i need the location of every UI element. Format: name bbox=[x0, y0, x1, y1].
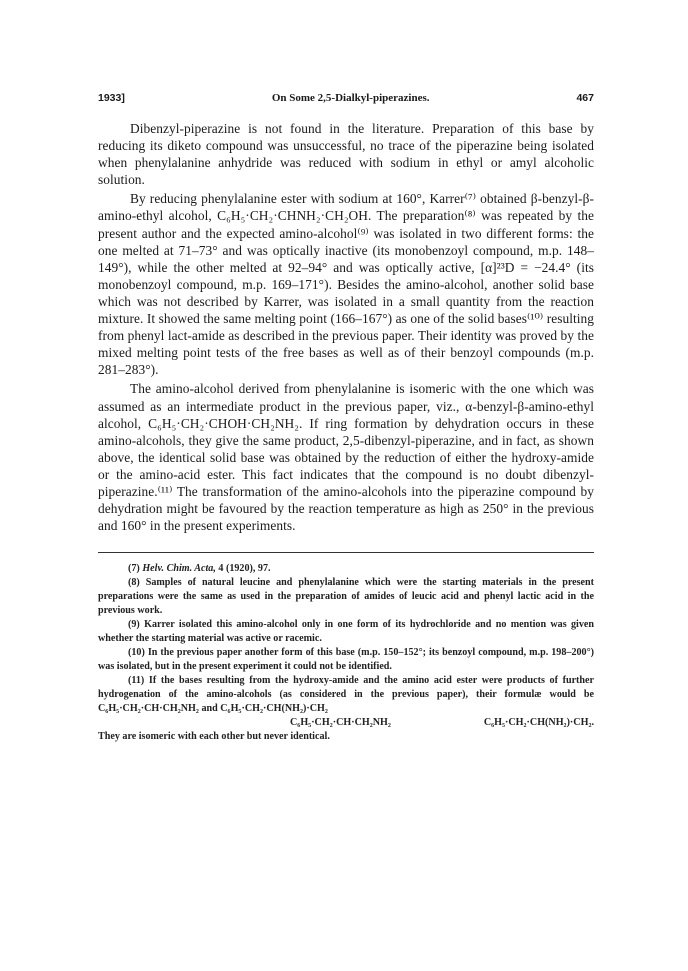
formula-left: C₆H₅·CH₂·CH·CH₂NH₂ bbox=[290, 717, 391, 729]
paragraph: Dibenzyl-piperazine is not found in the literature. Preparation of this base by reducing its diketo compound was unsuccessful, no trace of the piperazine being isolated when phenylalanine anhydride was reduced with sodium in ethyl or amyl alcoholic solution. bbox=[98, 121, 594, 188]
footnote-divider bbox=[98, 552, 594, 553]
formula-right: C₆H₅·CH₂·CH(NH₂)·CH₂. bbox=[483, 717, 594, 729]
footnote-8 bbox=[98, 576, 594, 618]
page-number: 467 bbox=[576, 92, 594, 104]
footnote-text: Karrer isolated this amino-alcohol only in one form of its hydrochloride and no mention was given whether the starting material was active or racemic. bbox=[98, 619, 594, 645]
footnote-9 bbox=[98, 618, 594, 646]
footnote-10 bbox=[98, 646, 594, 674]
footnote-text: If the bases resulting from the hydroxy-amide and the amino acid ester were products of further hydrogenation of the amino-alcohols (as considered in the previous paper), their formulæ would be C₆H₅·CH₂·CH·CH₂NH₂ and C₆H₅·CH₂·CH(NH₂)·CH₂ bbox=[98, 675, 594, 715]
footnote-number: (9) bbox=[128, 619, 140, 631]
footnote-reference: Helv. Chim. Acta, bbox=[142, 563, 216, 575]
footnote-number: (8) bbox=[128, 577, 140, 589]
paragraph: By reducing phenylalanine ester with sodium at 160°, Karrer⁽⁷⁾ obtained β-benzyl-β-amino-ethyl alcohol, C₆H₅·CH₂·CHNH₂·CH₂OH. The preparation⁽⁸⁾ was repeated by the present author and the expected amino-alcohol⁽⁹⁾ was isolated in two different forms: the one melted at 71–73° and was optically inactive (its monobenzoyl compound, m.p. 148–149°), while the other melted at 92–94° and was optically active, [α]²³D = −24.4° (its monobenzoyl compound, m.p. 169–171°). Besides the amino-alcohol, another solid base which was not described by Karrer, was isolated in a small quantity from the reaction mixture. It showed the same melting point (166–167°) as one of the solid bases⁽¹⁰⁾ resulting from phenyl lact-amide as described in the previous paper. Their identity was proved by the mixed melting point tests of the free bases as well as of their benzoyl compounds (m.p. 281–283°). bbox=[98, 191, 594, 378]
footnote-11 bbox=[98, 674, 594, 716]
closing-line: They are isomeric with each other but never identical. bbox=[98, 731, 330, 743]
paragraph: The amino-alcohol derived from phenylalanine is isomeric with the one which was assumed as an intermediate product in the previous paper, viz., α-benzyl-β-amino-ethyl alcohol, C₆H₅·CH₂·CHOH·CH₂NH₂. If ring formation by dehydration occurs in these amino-alcohols, they give the same product, 2,5-dibenzyl-piperazine, and in fact, as shown above, the identical solid base was obtained by the reduction of either the hydroxy-amide or the amino-acid ester. This fact indicates that the compound is no doubt dibenzyl-piperazine.⁽¹¹⁾ The transformation of the amino-alcohols into the piperazine compound by dehydration might be favoured by the reaction temperature as high as 250° in the previous and 160° in the present experiments. bbox=[98, 381, 594, 534]
footnote-number: (7) bbox=[128, 563, 140, 575]
footnote-number: (10) bbox=[128, 647, 145, 659]
footnote-7 bbox=[98, 562, 594, 576]
formula-line bbox=[98, 716, 594, 730]
running-head-title: On Some 2,5-Dialkyl-piperazines. bbox=[271, 92, 430, 104]
footnote-number: (11) bbox=[128, 675, 145, 687]
footnote-text: 4 (1920), 97. bbox=[215, 563, 271, 575]
footnotes bbox=[98, 562, 594, 744]
footnote-text: Samples of natural leucine and phenylalanine which were the starting materials in the present preparations were the same as used in the preparation of amides of leucic acid and phenyl lactic acid in the previous work. bbox=[98, 577, 594, 617]
running-head bbox=[98, 92, 594, 104]
footnote-text: In the previous paper another form of this base (m.p. 150–152°; its benzoyl compound, m.p. 198–200°) was isolated, but in the present experiment it could not be identified. bbox=[98, 647, 594, 673]
body-text bbox=[98, 120, 594, 534]
running-head-year: 1933] bbox=[98, 92, 125, 104]
